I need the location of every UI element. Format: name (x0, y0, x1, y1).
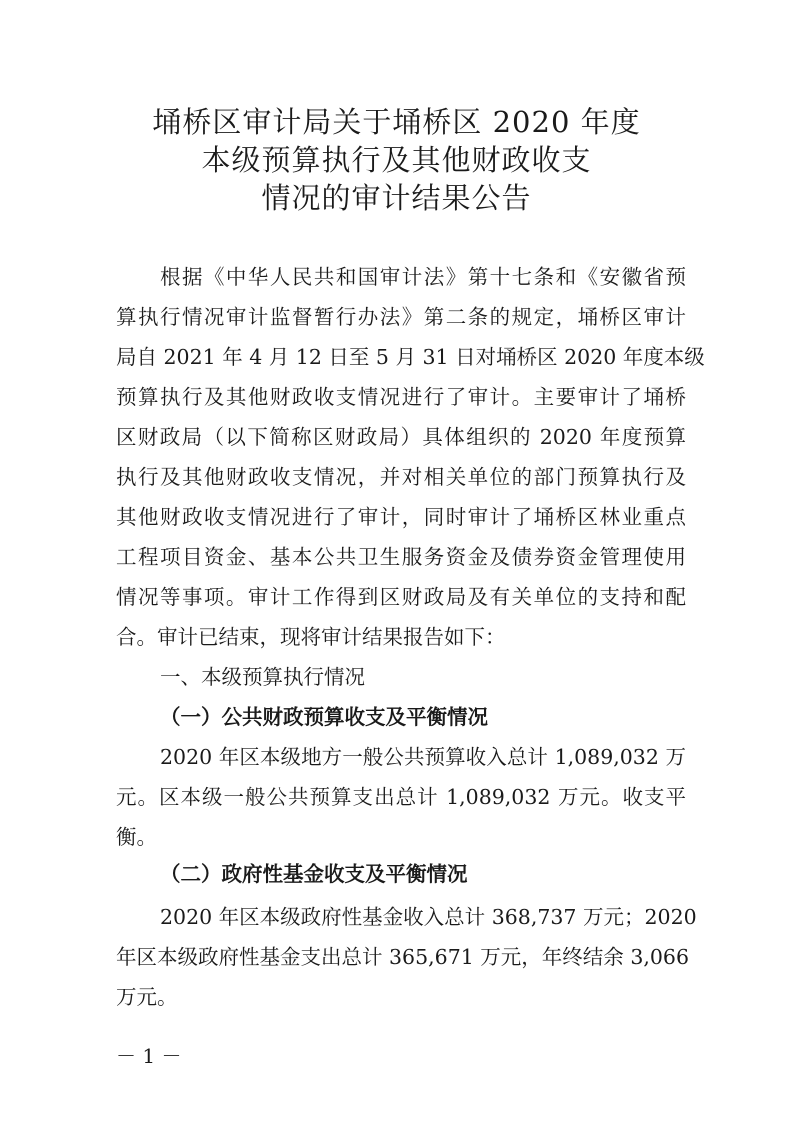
subsection-2-paragraph-line: 2020 年区本级政府性基金收入总计 368,737 万元；2020 (160, 905, 697, 929)
subsection-1-paragraph-line: 衡。 (116, 825, 157, 849)
subsection-2-paragraph-line: 万元。 (116, 985, 178, 1009)
intro-paragraph-line: 预算执行及其他财政收支情况进行了审计。主要审计了埇桥 (116, 385, 686, 409)
page-number: － 1 － (116, 1044, 182, 1068)
subsection-2-paragraph-line: 年区本级政府性基金支出总计 365,671 万元，年终结余 3,066 (116, 945, 690, 969)
document-title-line-2: 本级预算执行及其他财政收支 (201, 143, 592, 177)
intro-paragraph-line: 合。审计已结束，现将审计结果报告如下： (116, 625, 506, 649)
document-title-line-3: 情况的审计结果公告 (261, 181, 532, 215)
intro-paragraph-line: 根据《中华人民共和国审计法》第十七条和《安徽省预 (160, 265, 686, 289)
intro-paragraph-line: 算执行情况审计监督暂行办法》第二条的规定，埇桥区审计 (116, 305, 686, 329)
intro-paragraph-line: 执行及其他财政收支情况，并对相关单位的部门预算执行及 (116, 465, 686, 489)
intro-paragraph-line: 区财政局（以下简称区财政局）具体组织的 2020 年度预算 (116, 425, 686, 449)
subsection-heading: （二）政府性基金收支及平衡情况 (160, 862, 468, 886)
section-heading: 一、本级预算执行情况 (160, 665, 365, 689)
subsection-1-paragraph-line: 元。区本级一般公共预算支出总计 1,089,032 万元。收支平 (116, 785, 686, 809)
intro-paragraph-line: 其他财政收支情况进行了审计，同时审计了埇桥区林业重点 (116, 505, 686, 529)
subsection-heading: （一）公共财政预算收支及平衡情况 (160, 705, 488, 729)
intro-paragraph-line: 局自 2021 年 4 月 12 日至 5 月 31 日对埇桥区 2020 年度本级 (116, 345, 705, 369)
intro-paragraph-line: 情况等事项。审计工作得到区财政局及有关单位的支持和配 (116, 585, 686, 609)
intro-paragraph-line: 工程项目资金、基本公共卫生服务资金及债券资金管理使用 (116, 545, 686, 569)
subsection-1-paragraph-line: 2020 年区本级地方一般公共预算收入总计 1,089,032 万 (160, 745, 686, 769)
document-title-line-1: 埇桥区审计局关于埇桥区 2020 年度 (152, 105, 641, 139)
